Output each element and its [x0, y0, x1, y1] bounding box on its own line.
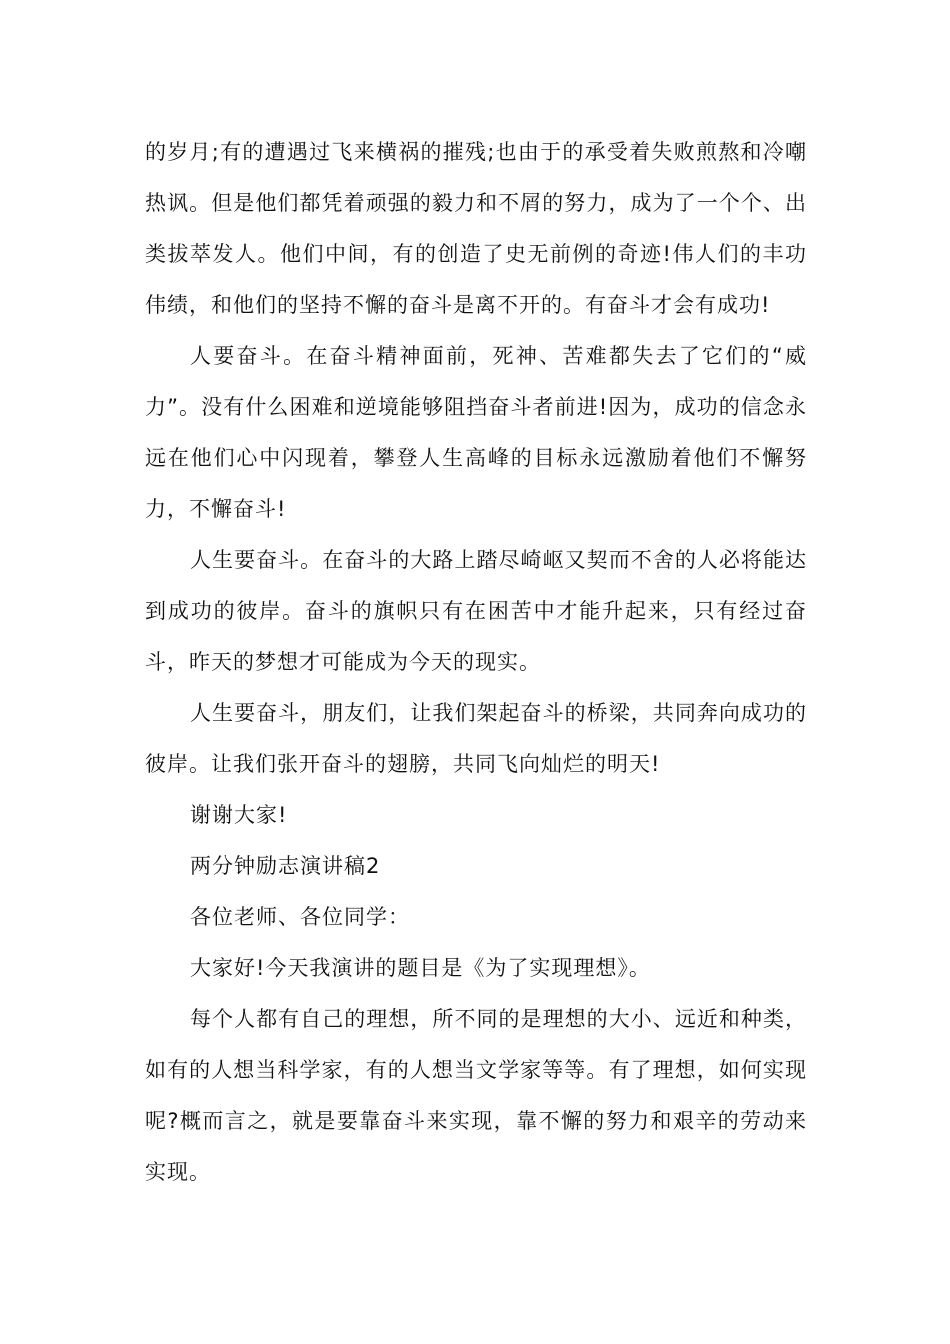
paragraph-life-must-strive: 人生要奋斗。在奋斗的大路上踏尽崎岖又契而不舍的人必将能达到成功的彼岸。奋斗的旗帜只有在困苦中才能升起来，只有经过奋斗，昨天的梦想才可能成为今天的现实。 [145, 548, 807, 674]
greeting: 大家好!今天我演讲的题目是《为了实现理想》。 [190, 956, 651, 980]
paragraph-thanks: 谢谢大家! [190, 803, 288, 827]
section-title: 两分钟励志演讲稿2 [190, 854, 381, 878]
paragraph-friends-call: 人生要奋斗，朋友们，让我们架起奋斗的桥梁，共同奔向成功的彼岸。让我们张开奋斗的翅膀，共同飞向灿烂的明天! [145, 701, 807, 776]
salutation: 各位老师、各位同学： [190, 905, 410, 929]
document-body [145, 127, 807, 1198]
paragraph-continuation: 的岁月;有的遭遇过飞来横祸的摧残;也由于的承受着失败煎熬和冷嘲热讽。但是他们都凭着顽强的毅力和不屑的努力，成为了一个个、出类拔萃发人。他们中间，有的创造了史无前例的奇迹!伟人们的丰功伟绩，和他们的坚持不懈的奋斗是离不开的。有奋斗才会有成功! [145, 140, 807, 317]
paragraph-ideals: 每个人都有自己的理想，所不同的是理想的大小、远近和种类，如有的人想当科学家，有的人想当文学家等等。有了理想，如何实现呢?概而言之，就是要靠奋斗来实现，靠不懈的努力和艰辛的劳动来实现。 [145, 1007, 807, 1184]
paragraph-people-must-strive: 人要奋斗。在奋斗精神面前，死神、苦难都失去了它们的“威力”。没有什么困难和逆境能够阻挡奋斗者前进!因为，成功的信念永远在他们心中闪现着，攀登人生高峰的目标永远激励着他们不懈努力，不懈奋斗! [145, 344, 807, 521]
